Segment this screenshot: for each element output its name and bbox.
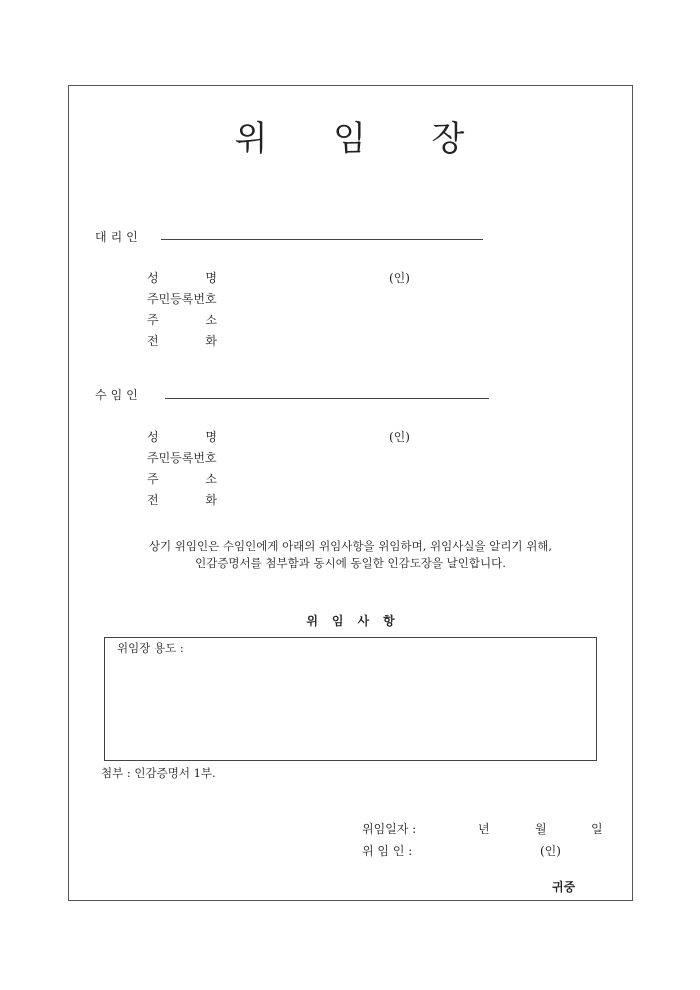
title-char-1: 위	[234, 119, 270, 159]
addressee: 귀중	[552, 880, 576, 894]
items-title: 위임사항	[306, 614, 409, 628]
agent-seal: (인)	[389, 271, 410, 285]
attachment-note: 첨부 : 인감증명서 1부.	[101, 766, 216, 780]
agent-id-label: 주민등록번호	[147, 292, 217, 306]
agent-section-label: 대리인	[95, 230, 142, 244]
delegator-label: 위 임 인 :	[362, 844, 413, 858]
principal-section-label: 수임인	[95, 388, 142, 402]
form-title	[69, 111, 632, 160]
title-char-2: 임	[333, 119, 368, 159]
principal-phone-label: 전 화	[147, 493, 217, 507]
agent-phone-label: 전 화	[147, 334, 217, 348]
title-char-3: 장	[431, 119, 467, 159]
items-box[interactable]	[104, 637, 597, 761]
agent-address-label: 주 소	[147, 313, 217, 327]
delegator-seal: (인)	[540, 844, 561, 858]
day-label: 일	[591, 822, 603, 836]
date-label: 위임일자 :	[362, 822, 417, 836]
power-of-attorney-form	[68, 85, 633, 901]
agent-name-line[interactable]	[161, 239, 483, 240]
statement-line-1: 상기 위임인은 수임인에게 아래의 위임사항을 위임하며, 위임사실을 알리기 위해,	[148, 539, 553, 553]
statement-line-2: 인감증명서를 첨부함과 동시에 동일한 인감도장을 날인합니다.	[195, 556, 506, 570]
principal-address-label: 주 소	[147, 472, 217, 486]
month-label: 월	[535, 822, 547, 836]
purpose-label: 위임장 용도 :	[117, 641, 184, 655]
statement	[69, 538, 632, 572]
agent-name-row	[147, 269, 217, 286]
agent-name-label: 성 명	[147, 271, 217, 285]
principal-name-row: 성 명	[147, 430, 217, 444]
principal-id-label: 주민등록번호	[147, 451, 217, 465]
principal-seal: (인)	[389, 430, 410, 444]
principal-name-line[interactable]	[165, 398, 489, 399]
year-label: 년	[478, 822, 490, 836]
